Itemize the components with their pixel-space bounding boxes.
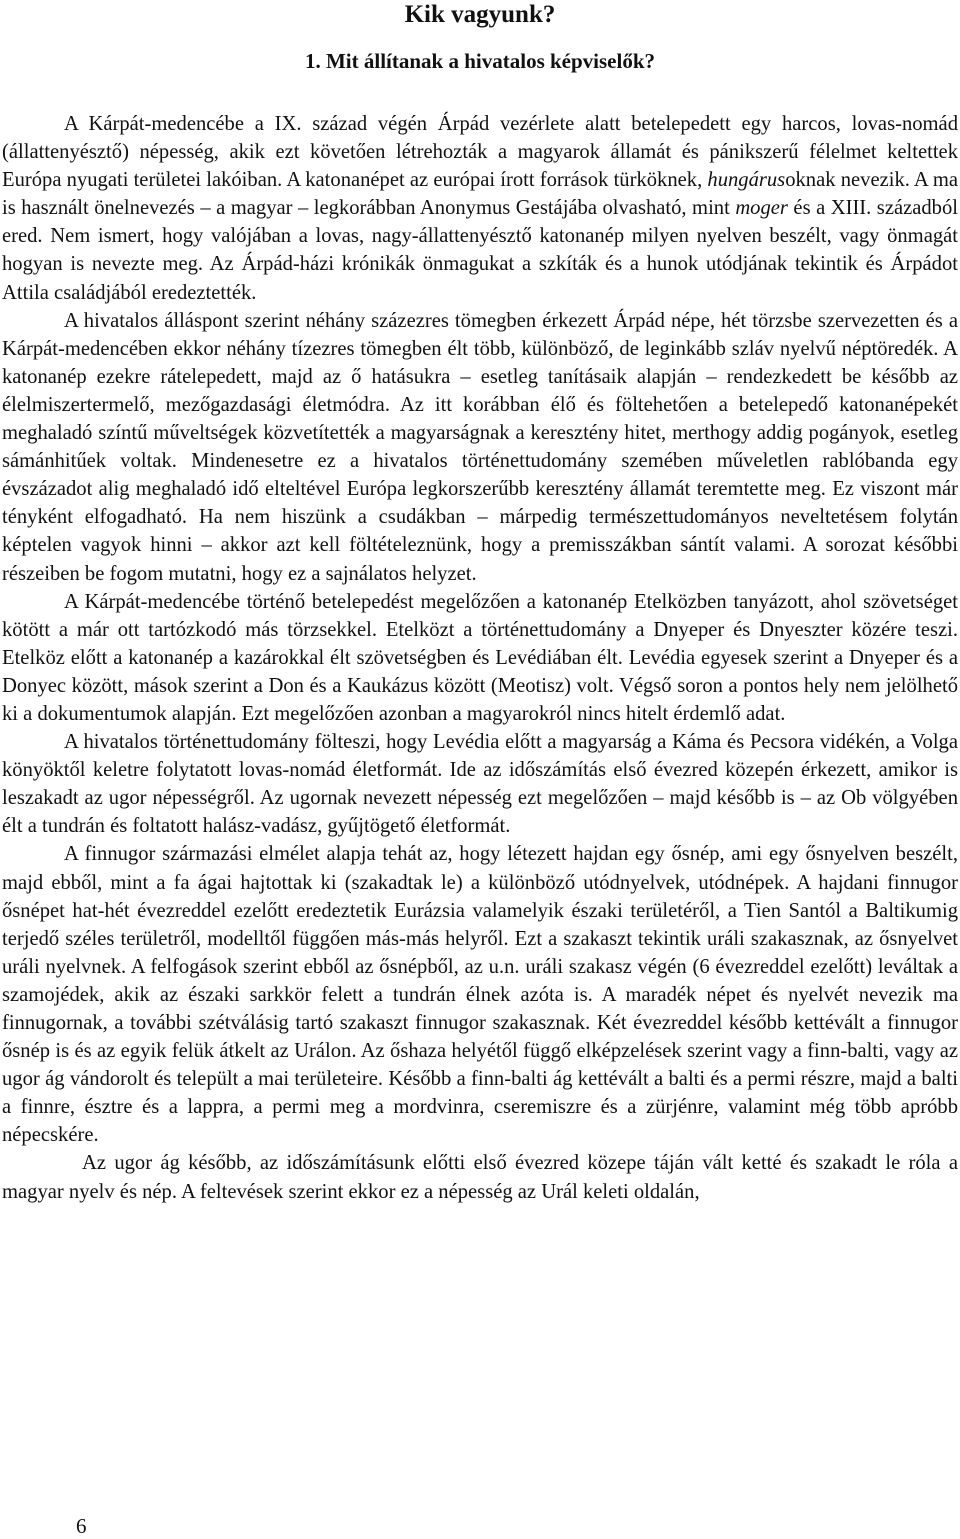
paragraph-1: A Kárpát-medencébe a IX. század végén Árpád vezérlete alatt betelepedett egy harcos, lovas-nomád (állattenyésztő) népesség, akik ezt követően létrehozták a magyarok államát és pánikszerű félelmet keltettek Európa nyugati területei lakóiban. A katonanépet az európai írott források türköknek, hungárusoknak nevezik. A ma is használt önelnevezés – a magyar – legkorábban Anonymus Gestájába olvasható, mint moger és a XIII. századból ered. Nem ismert, hogy valójában a lovas, nagy-állattenyésztő katonanép milyen nyelven beszélt, vagy önmagát hogyan is nevezte meg. Az Árpád-házi krónikák önmagukat a szkíták és a hunok utódjának tekintik és Árpádot Attila családjából eredeztették. <box>2 113 958 304</box>
paragraph-2: A hivatalos álláspont szerint néhány százezres tömegben érkezett Árpád népe, hét törzsbe szervezetten és a Kárpát-medencében ekkor néhány tízezres tömegben élt több, különböző, de leginkább szláv nyelvű néptöredék. A katonanép ezekre rátelepedett, majd az ő hatásukra – esetleg tanításaik alapján – rendezkedett be később az élelmiszertermelő, mezőgazdasági életmódra. Az itt korábban élő és föltehetően a betelepedő katonanépekét meghaladó színtű műveltségek közvetítették a magyarságnak a keresztény hitet, merthogy addig pogányok, esetleg sámánhitűek voltak. Mindenesetre ez a hivatalos történettudomány szemében műveletlen rablóbanda egy évszázadot alig meghaladó idő elteltével Európa legkorszerűbb keresztény államát teremtette meg. Ez viszont már tényként elfogadható. Ha nem hiszünk a csudákban – márpedig természettudományos neveltetésem folytán képtelen vagyok hinni – akkor azt kell föltételeznünk, hogy a premisszákban sántít valami. A sorozat későbbi részeiben be fogom mutatni, hogy ez a sajnálatos helyzet. <box>2 309 958 585</box>
paragraph-6: Az ugor ág később, az időszámításunk előtti első évezred közepe táján vált ketté és szakadt le róla a magyar nyelv és nép. A feltevések szerint ekkor ez a népesség az Urál keleti oldalán, <box>2 1152 958 1203</box>
page-number: 6 <box>76 1514 87 1538</box>
paragraph-4: A hivatalos történettudomány fölteszi, hogy Levédia előtt a magyarság a Káma és Pecsora vidékén, a Volga könyöktől keletre folytatott lovas-nomád életformát. Ide az időszámítás első évezred közepén érkezett, amikor is leszakadt az ugor népességről. Az ugornak nevezett népesség ezt megelőzően – majd később is – az Ob völgyében élt a tundrán és foltatott halász-vadász, gyűjtögető életformát. <box>2 731 958 838</box>
section-heading: 1. Mit állítanak a hivatalos képviselők? <box>304 49 656 73</box>
paragraph-3: A Kárpát-medencébe történő betelepedést megelőzően a katonanép Etelközben tanyázott, ahol szövetséget kötött a már ott tartózkodó más törzsekkel. Etelközt a történettudomány a Dnyeper és Dnyeszter közére teszi. Etelköz előtt a katonanép a kazárokkal élt szövetségben és Levédiában élt. Levédia egyesek szerint a Dnyeper és a Donyec között, mások szerint a Don és a Kaukázus között (Meotisz) volt. Végső soron a pontos hely nem jelölhető ki a dokumentumok alapján. Ezt megelőzően azonban a magyarokról nincs hitelt érdemlő adat. <box>2 590 958 725</box>
paragraph-5: A finnugor származási elmélet alapja tehát az, hogy létezett hajdan egy ősnép, ami egy ősnyelven beszélt, majd ebből, mint a fa ágai hajtottak ki (szakadtak le) a különböző utódnyelvek, utódnépek. A hajdani finnugor ősnépet hat-hét évezreddel ezelőtt eredeztetik Eurázsia valamelyik északi területéről, a Tien Santól a Baltikumig terjedő széles területről, modelltől függően más-más helyről. Ezt a szakaszt tekintik uráli szakasznak, az ősnyelvet uráli nyelvnek. A felfogások szerint ebből az ősnépből, az u.n. uráli szakasz végén (6 évezreddel ezelőtt) leváltak a szamojédek, akik az északi sarkkör felett a tundrán élnek azóta is. A maradék népet és nyelvét nevezik ma finnugornak, a további szétválásig tartó szakaszt finnugor szakasznak. Két évezreddel később kettévált a finnugor ősnép is és az egyik felük átkelt az Urálon. Az őshaza helyétől függő elképzelések szerint vagy a finn-balti, vagy az ugor ág vándorolt és települt a mai területeire. Később a finn-balti ág kettévált a balti és a permi részre, majd a balti a finnre, észtre és a lappra, a permi meg a mordvinra, cseremiszre és a zürjénre, valamint még több apróbb népecskére. <box>2 843 958 1147</box>
body-text <box>2 110 958 1206</box>
page-title: Kik vagyunk? <box>404 1 556 28</box>
